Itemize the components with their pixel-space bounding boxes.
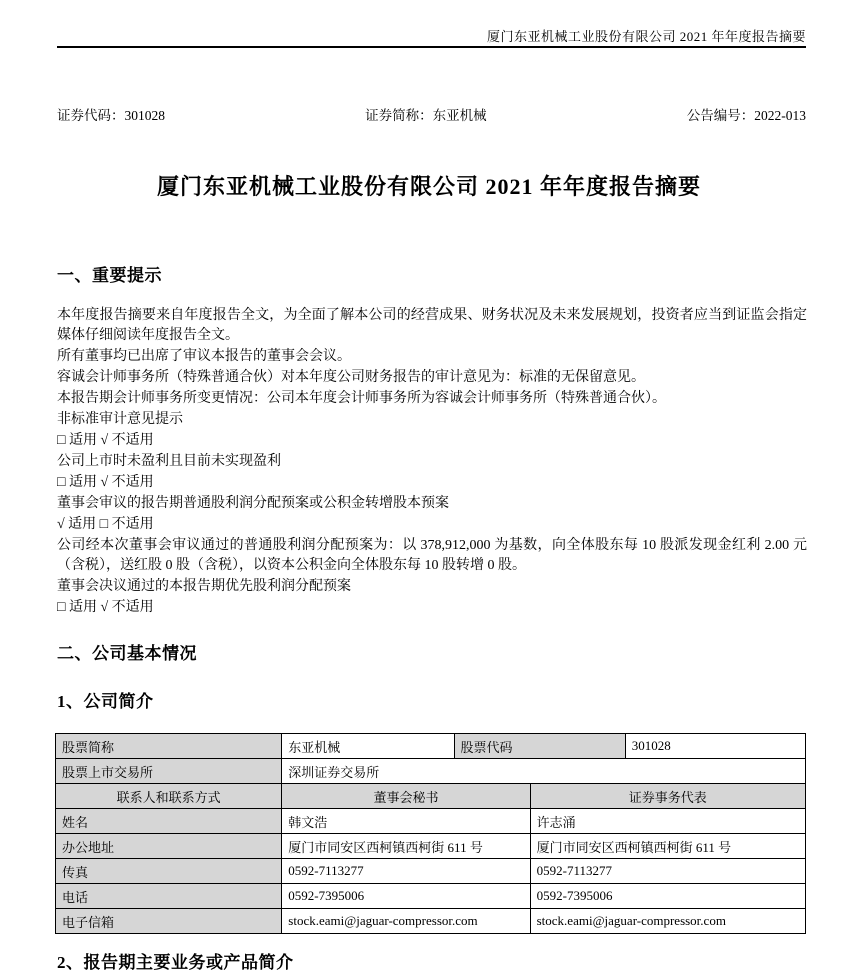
subsection-business-intro-heading-cutoff: 2、报告期主要业务或产品简介 (57, 953, 294, 972)
stock-code-item (57, 104, 165, 124)
notice-summary-paragraph: 本年度报告摘要来自年度报告全文，为全面了解本公司的经营成果、财务状况及未来发展规划，投资者应当到证监会指定媒体仔细阅读年度报告全文。 (57, 308, 807, 343)
notice-preferred-dividend-label: 董事会决议通过的本报告期优先股利润分配预案 (57, 579, 351, 594)
cell-email-representative: stock.eami@jaguar-compressor.com (530, 909, 805, 934)
announcement-no-label: 公告编号： (686, 108, 755, 123)
stock-name-item (365, 104, 487, 124)
cell-fax-secretary: 0592-7113277 (282, 859, 530, 884)
cell-phone-representative: 0592-7395006 (530, 884, 805, 909)
notice-audit-opinion: 容诚会计师事务所（特殊普通合伙）对本年度公司财务报告的审计意见为：标准的无保留意见。 (57, 370, 645, 385)
notice-nonstandard-audit-label: 非标准审计意见提示 (57, 412, 183, 427)
stock-name-label: 证券简称： (365, 108, 433, 123)
cell-stock-code-label: 股票代码 (454, 734, 625, 759)
table-row-address (56, 834, 806, 859)
notice-dividend-plan-label: 董事会审议的报告期普通股利润分配预案或公积金转增股本预案 (57, 496, 449, 511)
section-important-notice-heading: 一、重要提示 (57, 266, 162, 285)
table-row-email (56, 909, 806, 934)
important-notice-body (57, 306, 807, 619)
cell-representative-header: 证券事务代表 (530, 784, 805, 809)
notice-dividend-plan-applicability: √ 适用 □ 不适用 (57, 517, 154, 532)
company-info-table (55, 733, 806, 934)
stock-name-value: 东亚机械 (432, 108, 487, 123)
table-row-fax (56, 859, 806, 884)
table-row-contact-header (56, 784, 806, 809)
cell-stock-code-value: 301028 (625, 734, 805, 759)
notice-unprofitable-listing-applicability: □ 适用 √ 不适用 (57, 475, 154, 490)
notice-dividend-plan-detail: 公司经本次董事会审议通过的普通股利润分配预案为：以 378,912,000 为基数，向全体股东每 10 股派发现金红利 2.00 元（含税），送红股 0 股（含税），以资本公积金向全体股东每 10 股转增 0 股。 (57, 538, 807, 573)
header-rule (57, 46, 806, 48)
subsection-company-intro-heading: 1、公司简介 (57, 692, 154, 711)
cell-name-label: 姓名 (56, 809, 282, 834)
cell-fax-representative: 0592-7113277 (530, 859, 805, 884)
cell-contact-header: 联系人和联系方式 (56, 784, 282, 809)
notice-accountant-change: 本报告期会计师事务所变更情况：公司本年度会计师事务所为容诚会计师事务所（特殊普通合伙）。 (57, 391, 666, 406)
cell-address-secretary: 厦门市同安区西柯镇西柯街 611 号 (282, 834, 530, 859)
cell-secretary-header: 董事会秘书 (282, 784, 530, 809)
cell-address-label: 办公地址 (56, 834, 282, 859)
announcement-no-value: 2022-013 (754, 108, 806, 123)
notice-directors-attendance: 所有董事均已出席了审议本报告的董事会会议。 (57, 349, 351, 364)
cell-email-secretary: stock.eami@jaguar-compressor.com (282, 909, 530, 934)
table-row-stock (56, 734, 806, 759)
section-company-profile-heading: 二、公司基本情况 (57, 644, 197, 663)
cell-exchange-value: 深圳证券交易所 (282, 759, 806, 784)
table-row-phone (56, 884, 806, 909)
cell-email-label: 电子信箱 (56, 909, 282, 934)
notice-unprofitable-listing-label: 公司上市时未盈利且目前未实现盈利 (57, 454, 281, 469)
cell-phone-label: 电话 (56, 884, 282, 909)
cell-name-representative: 许志涌 (530, 809, 805, 834)
announcement-no-item (687, 104, 806, 124)
cell-phone-secretary: 0592-7395006 (282, 884, 530, 909)
cell-name-secretary: 韩文浩 (282, 809, 530, 834)
cell-exchange-label: 股票上市交易所 (56, 759, 282, 784)
table-row-exchange (56, 759, 806, 784)
table-row-name (56, 809, 806, 834)
stock-code-value: 301028 (124, 108, 165, 123)
notice-nonstandard-audit-applicability: □ 适用 √ 不适用 (57, 433, 154, 448)
cell-address-representative: 厦门市同安区西柯镇西柯街 611 号 (530, 834, 805, 859)
stock-info-bar (57, 104, 806, 124)
cell-stock-abbr-value: 东亚机械 (282, 734, 454, 759)
stock-code-label: 证券代码： (57, 108, 125, 123)
document-title: 厦门东亚机械工业股份有限公司 2021 年年度报告摘要 (156, 174, 701, 199)
cell-fax-label: 传真 (56, 859, 282, 884)
notice-preferred-dividend-applicability: □ 适用 √ 不适用 (57, 600, 154, 615)
cell-stock-abbr-label: 股票简称 (56, 734, 282, 759)
running-header: 厦门东亚机械工业股份有限公司 2021 年年度报告摘要 (486, 29, 806, 44)
